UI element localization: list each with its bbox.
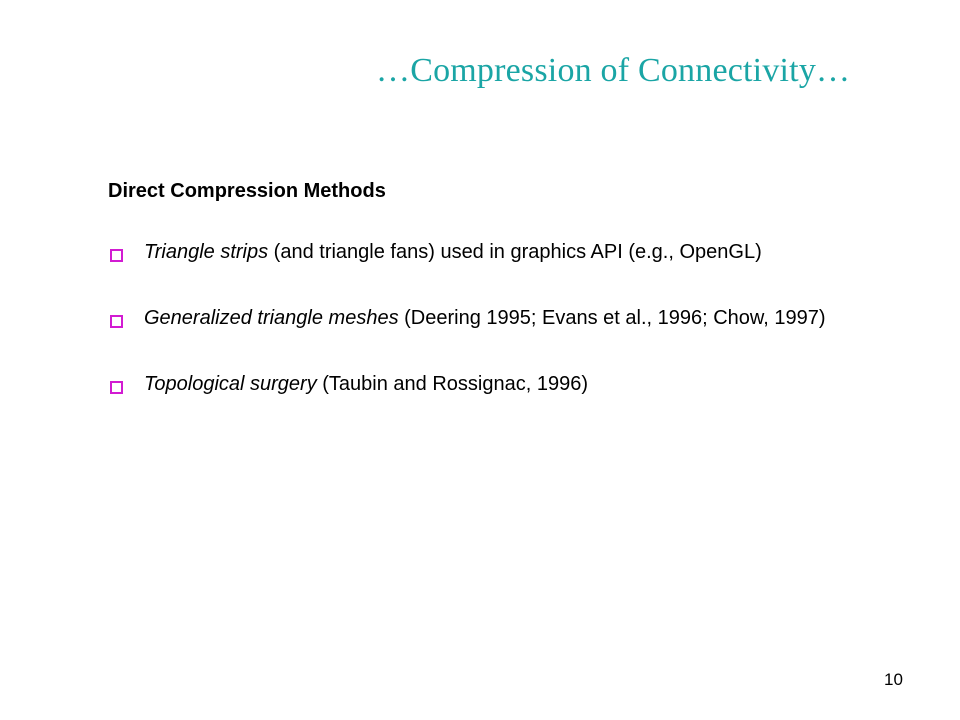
bullet-item [108,236,868,268]
hollow-square-bullet-icon [110,249,123,262]
slide-title: …Compression of Connectivity… [376,52,851,89]
bullet-item [108,368,868,400]
bullet-item [108,302,868,334]
bullet-text: (and triangle fans) used in graphics API (e.g., OpenGL) [268,241,762,263]
hollow-square-bullet-icon [110,315,123,328]
bullet-list [108,236,868,434]
hollow-square-bullet-icon [110,381,123,394]
bullet-text: (Taubin and Rossignac, 1996) [316,373,588,395]
bullet-text: (Deering 1995; Evans et al., 1996; Chow, 1997) [398,307,826,329]
bullet-emphasis: Triangle strips [144,241,269,263]
bullet-emphasis: Topological surgery [144,373,317,395]
section-heading: Direct Compression Methods [108,180,386,202]
page-number: 10 [884,670,903,689]
bullet-emphasis: Generalized triangle meshes [144,307,399,329]
